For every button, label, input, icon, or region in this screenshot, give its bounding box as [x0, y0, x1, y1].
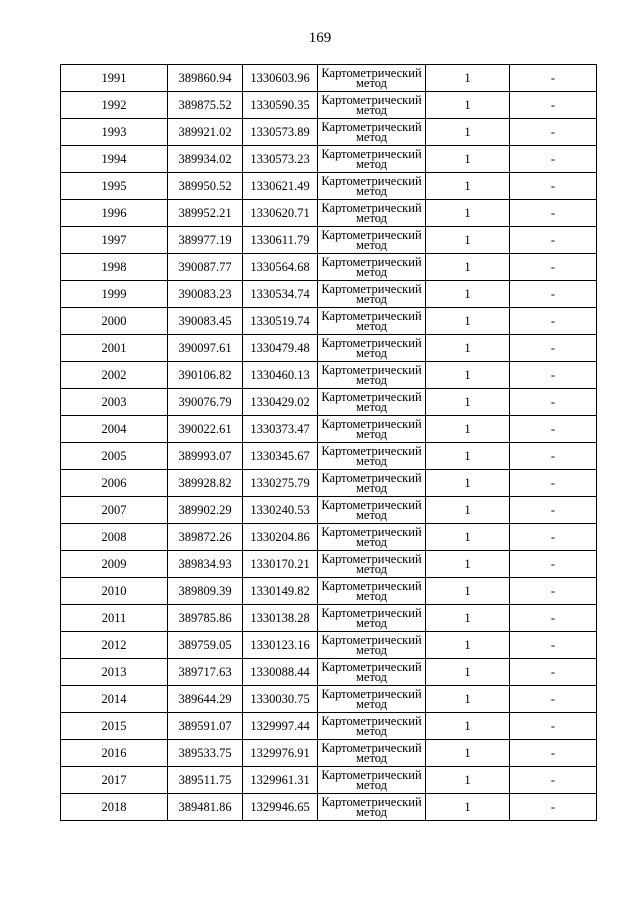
y-coordinate-cell: 1329976.91 [243, 740, 318, 767]
accuracy-cell: 1 [426, 281, 510, 308]
x-coordinate-cell: 389481.86 [168, 794, 243, 821]
x-coordinate-cell: 389759.05 [168, 632, 243, 659]
accuracy-cell: 1 [426, 254, 510, 281]
y-coordinate-cell: 1330573.23 [243, 146, 318, 173]
accuracy-cell: 1 [426, 443, 510, 470]
point-number-cell: 1997 [61, 227, 168, 254]
point-number-cell: 2013 [61, 659, 168, 686]
accuracy-cell: 1 [426, 146, 510, 173]
y-coordinate-cell: 1330590.35 [243, 92, 318, 119]
method-cell [318, 389, 426, 416]
note-cell: - [510, 605, 597, 632]
y-coordinate-cell: 1330373.47 [243, 416, 318, 443]
note-cell: - [510, 497, 597, 524]
method-line: метод [355, 751, 387, 765]
point-number-cell: 2014 [61, 686, 168, 713]
y-coordinate-cell: 1330519.74 [243, 308, 318, 335]
method-line: метод [355, 481, 387, 495]
method-cell [318, 146, 426, 173]
note-cell: - [510, 254, 597, 281]
accuracy-cell: 1 [426, 794, 510, 821]
accuracy-cell: 1 [426, 497, 510, 524]
point-number-cell: 2000 [61, 308, 168, 335]
y-coordinate-cell: 1330138.28 [243, 605, 318, 632]
method-line: Картометрический [321, 498, 422, 512]
x-coordinate-cell: 390083.45 [168, 308, 243, 335]
y-coordinate-cell: 1330123.16 [243, 632, 318, 659]
method-cell [318, 173, 426, 200]
point-number-cell: 2010 [61, 578, 168, 605]
note-cell: - [510, 92, 597, 119]
method-cell [318, 281, 426, 308]
accuracy-cell: 1 [426, 740, 510, 767]
method-line: Картометрический [321, 147, 422, 161]
method-line: метод [355, 130, 387, 144]
x-coordinate-cell: 389591.07 [168, 713, 243, 740]
accuracy-cell: 1 [426, 605, 510, 632]
x-coordinate-cell: 390076.79 [168, 389, 243, 416]
method-line: метод [355, 265, 387, 279]
method-cell [318, 740, 426, 767]
method-cell [318, 92, 426, 119]
method-cell [318, 200, 426, 227]
y-coordinate-cell: 1330479.48 [243, 335, 318, 362]
method-line: метод [355, 589, 387, 603]
table-row [61, 659, 597, 686]
table-row [61, 767, 597, 794]
note-cell: - [510, 119, 597, 146]
point-number-cell: 2003 [61, 389, 168, 416]
y-coordinate-cell: 1330534.74 [243, 281, 318, 308]
table-row [61, 254, 597, 281]
table-row [61, 470, 597, 497]
accuracy-cell: 1 [426, 470, 510, 497]
method-cell [318, 686, 426, 713]
table-row [61, 578, 597, 605]
accuracy-cell: 1 [426, 92, 510, 119]
y-coordinate-cell: 1330170.21 [243, 551, 318, 578]
method-line: Картометрический [321, 174, 422, 188]
table-row [61, 713, 597, 740]
method-line: Картометрический [321, 606, 422, 620]
y-coordinate-cell: 1330030.75 [243, 686, 318, 713]
table-row [61, 281, 597, 308]
table-row [61, 740, 597, 767]
method-line: метод [355, 76, 387, 90]
x-coordinate-cell: 390106.82 [168, 362, 243, 389]
method-cell [318, 524, 426, 551]
x-coordinate-cell: 389993.07 [168, 443, 243, 470]
table-row [61, 227, 597, 254]
x-coordinate-cell: 389644.29 [168, 686, 243, 713]
note-cell: - [510, 227, 597, 254]
accuracy-cell: 1 [426, 713, 510, 740]
point-number-cell: 1991 [61, 65, 168, 92]
note-cell: - [510, 389, 597, 416]
method-line: Картометрический [321, 471, 422, 485]
y-coordinate-cell: 1330611.79 [243, 227, 318, 254]
method-line: метод [355, 697, 387, 711]
method-line: метод [355, 373, 387, 387]
note-cell: - [510, 65, 597, 92]
method-cell [318, 578, 426, 605]
table-row [61, 551, 597, 578]
method-line: метод [355, 535, 387, 549]
method-line: метод [355, 508, 387, 522]
accuracy-cell: 1 [426, 65, 510, 92]
x-coordinate-cell: 389834.93 [168, 551, 243, 578]
x-coordinate-cell: 389921.02 [168, 119, 243, 146]
note-cell: - [510, 794, 597, 821]
point-number-cell: 2011 [61, 605, 168, 632]
method-line: метод [355, 319, 387, 333]
method-line: Картометрический [321, 417, 422, 431]
x-coordinate-cell: 390087.77 [168, 254, 243, 281]
method-line: метод [355, 292, 387, 306]
method-line: метод [355, 562, 387, 576]
method-line: Картометрический [321, 795, 422, 809]
method-cell [318, 65, 426, 92]
x-coordinate-cell: 389860.94 [168, 65, 243, 92]
method-line: метод [355, 454, 387, 468]
method-line: метод [355, 724, 387, 738]
point-number-cell: 2001 [61, 335, 168, 362]
note-cell: - [510, 443, 597, 470]
x-coordinate-cell: 389717.63 [168, 659, 243, 686]
method-line: Картометрический [321, 228, 422, 242]
point-number-cell: 2008 [61, 524, 168, 551]
method-line: метод [355, 400, 387, 414]
note-cell: - [510, 281, 597, 308]
y-coordinate-cell: 1330429.02 [243, 389, 318, 416]
note-cell: - [510, 632, 597, 659]
method-cell [318, 767, 426, 794]
x-coordinate-cell: 389785.86 [168, 605, 243, 632]
table-row [61, 308, 597, 335]
method-line: метод [355, 805, 387, 819]
accuracy-cell: 1 [426, 173, 510, 200]
method-line: Картометрический [321, 309, 422, 323]
y-coordinate-cell: 1330345.67 [243, 443, 318, 470]
method-line: Картометрический [321, 282, 422, 296]
point-number-cell: 2015 [61, 713, 168, 740]
method-cell [318, 605, 426, 632]
point-number-cell: 1996 [61, 200, 168, 227]
y-coordinate-cell: 1330573.89 [243, 119, 318, 146]
table-row [61, 200, 597, 227]
method-cell [318, 254, 426, 281]
x-coordinate-cell: 389928.82 [168, 470, 243, 497]
accuracy-cell: 1 [426, 362, 510, 389]
point-number-cell: 1998 [61, 254, 168, 281]
x-coordinate-cell: 389902.29 [168, 497, 243, 524]
method-cell [318, 632, 426, 659]
note-cell: - [510, 200, 597, 227]
method-cell [318, 794, 426, 821]
x-coordinate-cell: 389875.52 [168, 92, 243, 119]
point-number-cell: 2004 [61, 416, 168, 443]
y-coordinate-cell: 1329997.44 [243, 713, 318, 740]
method-line: Картометрический [321, 363, 422, 377]
method-line: метод [355, 778, 387, 792]
note-cell: - [510, 740, 597, 767]
y-coordinate-cell: 1330564.68 [243, 254, 318, 281]
note-cell: - [510, 713, 597, 740]
note-cell: - [510, 524, 597, 551]
point-number-cell: 1994 [61, 146, 168, 173]
table-row [61, 794, 597, 821]
accuracy-cell: 1 [426, 200, 510, 227]
point-number-cell: 2009 [61, 551, 168, 578]
table-row [61, 362, 597, 389]
accuracy-cell: 1 [426, 335, 510, 362]
method-cell [318, 470, 426, 497]
method-line: Картометрический [321, 660, 422, 674]
x-coordinate-cell: 389511.75 [168, 767, 243, 794]
method-line: метод [355, 427, 387, 441]
x-coordinate-cell: 389977.19 [168, 227, 243, 254]
note-cell: - [510, 335, 597, 362]
accuracy-cell: 1 [426, 227, 510, 254]
table-row [61, 416, 597, 443]
y-coordinate-cell: 1330621.49 [243, 173, 318, 200]
table-row [61, 146, 597, 173]
note-cell: - [510, 146, 597, 173]
accuracy-cell: 1 [426, 632, 510, 659]
accuracy-cell: 1 [426, 659, 510, 686]
table-row [61, 92, 597, 119]
method-line: Картометрический [321, 687, 422, 701]
method-line: метод [355, 643, 387, 657]
y-coordinate-cell: 1330620.71 [243, 200, 318, 227]
method-line: Картометрический [321, 633, 422, 647]
method-line: метод [355, 346, 387, 360]
y-coordinate-cell: 1329961.31 [243, 767, 318, 794]
point-number-cell: 2002 [61, 362, 168, 389]
method-line: метод [355, 157, 387, 171]
note-cell: - [510, 416, 597, 443]
method-line: Картометрический [321, 768, 422, 782]
y-coordinate-cell: 1330460.13 [243, 362, 318, 389]
method-line: метод [355, 670, 387, 684]
method-line: Картометрический [321, 255, 422, 269]
method-cell [318, 416, 426, 443]
note-cell: - [510, 173, 597, 200]
y-coordinate-cell: 1330204.86 [243, 524, 318, 551]
point-number-cell: 2012 [61, 632, 168, 659]
accuracy-cell: 1 [426, 119, 510, 146]
accuracy-cell: 1 [426, 767, 510, 794]
accuracy-cell: 1 [426, 308, 510, 335]
point-number-cell: 2018 [61, 794, 168, 821]
method-line: Картометрический [321, 336, 422, 350]
method-line: метод [355, 103, 387, 117]
page-number: 169 [308, 30, 332, 46]
method-line: Картометрический [321, 714, 422, 728]
method-cell [318, 713, 426, 740]
table-row [61, 605, 597, 632]
method-cell [318, 308, 426, 335]
method-line: Картометрический [321, 66, 422, 80]
method-line: Картометрический [321, 390, 422, 404]
note-cell: - [510, 578, 597, 605]
table-row [61, 389, 597, 416]
method-line: метод [355, 238, 387, 252]
note-cell: - [510, 767, 597, 794]
y-coordinate-cell: 1329946.65 [243, 794, 318, 821]
accuracy-cell: 1 [426, 524, 510, 551]
note-cell: - [510, 308, 597, 335]
method-cell [318, 119, 426, 146]
table-body [61, 65, 597, 821]
x-coordinate-cell: 390097.61 [168, 335, 243, 362]
x-coordinate-cell: 389533.75 [168, 740, 243, 767]
point-number-cell: 2005 [61, 443, 168, 470]
table-row [61, 173, 597, 200]
x-coordinate-cell: 390083.23 [168, 281, 243, 308]
method-line: Картометрический [321, 552, 422, 566]
table-row [61, 497, 597, 524]
point-number-cell: 2007 [61, 497, 168, 524]
method-line: Картометрический [321, 579, 422, 593]
coordinates-table [60, 64, 597, 821]
point-number-cell: 1995 [61, 173, 168, 200]
table-row [61, 335, 597, 362]
note-cell: - [510, 551, 597, 578]
accuracy-cell: 1 [426, 551, 510, 578]
method-line: Картометрический [321, 741, 422, 755]
method-line: Картометрический [321, 120, 422, 134]
x-coordinate-cell: 389872.26 [168, 524, 243, 551]
y-coordinate-cell: 1330603.96 [243, 65, 318, 92]
note-cell: - [510, 470, 597, 497]
point-number-cell: 2017 [61, 767, 168, 794]
table-row [61, 443, 597, 470]
method-cell [318, 497, 426, 524]
method-cell [318, 659, 426, 686]
point-number-cell: 1992 [61, 92, 168, 119]
x-coordinate-cell: 389809.39 [168, 578, 243, 605]
accuracy-cell: 1 [426, 416, 510, 443]
y-coordinate-cell: 1330240.53 [243, 497, 318, 524]
method-cell [318, 335, 426, 362]
point-number-cell: 2016 [61, 740, 168, 767]
table-row [61, 632, 597, 659]
method-line: метод [355, 211, 387, 225]
table-row [61, 65, 597, 92]
table-row [61, 686, 597, 713]
x-coordinate-cell: 389934.02 [168, 146, 243, 173]
note-cell: - [510, 686, 597, 713]
method-line: метод [355, 184, 387, 198]
point-number-cell: 1999 [61, 281, 168, 308]
accuracy-cell: 1 [426, 578, 510, 605]
y-coordinate-cell: 1330275.79 [243, 470, 318, 497]
table-row [61, 524, 597, 551]
point-number-cell: 2006 [61, 470, 168, 497]
y-coordinate-cell: 1330088.44 [243, 659, 318, 686]
y-coordinate-cell: 1330149.82 [243, 578, 318, 605]
note-cell: - [510, 362, 597, 389]
x-coordinate-cell: 390022.61 [168, 416, 243, 443]
x-coordinate-cell: 389952.21 [168, 200, 243, 227]
method-line: метод [355, 616, 387, 630]
note-cell: - [510, 659, 597, 686]
method-cell [318, 551, 426, 578]
accuracy-cell: 1 [426, 389, 510, 416]
method-line: Картометрический [321, 201, 422, 215]
x-coordinate-cell: 389950.52 [168, 173, 243, 200]
method-line: Картометрический [321, 93, 422, 107]
point-number-cell: 1993 [61, 119, 168, 146]
accuracy-cell: 1 [426, 686, 510, 713]
method-cell [318, 443, 426, 470]
method-line: Картометрический [321, 444, 422, 458]
table-row [61, 119, 597, 146]
method-line: Картометрический [321, 525, 422, 539]
method-cell [318, 362, 426, 389]
method-cell [318, 227, 426, 254]
